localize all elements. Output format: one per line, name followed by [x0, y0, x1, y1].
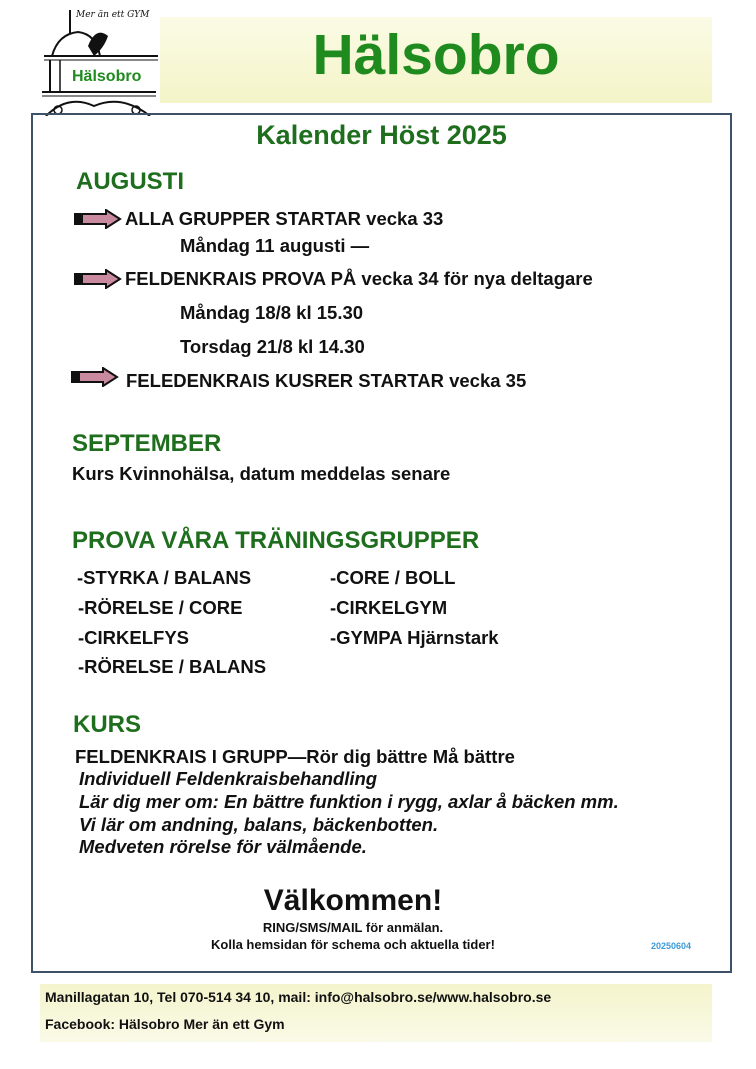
augusti-item-1: ALLA GRUPPER STARTAR vecka 33 [125, 208, 444, 229]
kurs-line-3: Lär dig mer om: En bättre funktion i rygg, axlar å bäcken mm. [79, 791, 619, 812]
group-item: -STYRKA / BALANS [77, 567, 252, 588]
kurs-line-2: Individuell Feldenkraisbehandling [79, 768, 378, 789]
group-item: -RÖRELSE / BALANS [78, 656, 267, 677]
augusti-item-1-date: Måndag 11 augusti — [180, 235, 370, 256]
logo-name: Hälsobro [72, 68, 142, 85]
kurs-line-1: FELDENKRAIS I GRUPP—Rör dig bättre Må bättre [75, 746, 515, 767]
augusti-heading: AUGUSTI [76, 168, 184, 195]
calendar-title: Kalender Höst 2025 [256, 120, 507, 150]
welcome-title: Välkommen! [263, 884, 443, 917]
augusti-item-2-date-2: Torsdag 21/8 kl 14.30 [180, 336, 365, 357]
welcome-line-1: RING/SMS/MAIL för anmälan. [262, 920, 444, 935]
kurs-line-4: Vi lär om andning, balans, bäckenbotten. [79, 814, 439, 835]
group-item: -CIRKELGYM [330, 597, 448, 618]
september-heading: SEPTEMBER [72, 430, 222, 457]
group-item: -CIRKELFYS [78, 627, 189, 648]
halsobro-logo [38, 6, 160, 116]
groups-heading: PROVA VÅRA TRÄNINGSGRUPPER [72, 527, 480, 554]
augusti-item-2: FELDENKRAIS PROVA PÅ vecka 34 för nya deltagare [125, 268, 593, 289]
document-code: 20250604 [651, 941, 692, 951]
kurs-heading: KURS [73, 711, 142, 738]
arrow-right-icon [74, 209, 122, 229]
footer-facebook: Facebook: Hälsobro Mer än ett Gym [45, 1016, 285, 1032]
footer-address: Manillagatan 10, Tel 070-514 34 10, mail: info@halsobro.se/www.halsobro.se [45, 989, 552, 1005]
page-title: Hälsobro [312, 23, 560, 87]
augusti-item-3: FELEDENKRAIS KUSRER STARTAR vecka 35 [126, 370, 527, 391]
dome-building-icon [38, 6, 160, 116]
arrow-right-icon [74, 269, 122, 289]
welcome-line-2: Kolla hemsidan för schema och aktuella tider! [211, 937, 495, 952]
logo-tagline: Mer än ett GYM [76, 10, 150, 20]
group-item: -CORE / BOLL [330, 567, 456, 588]
augusti-item-2-date-1: Måndag 18/8 kl 15.30 [180, 302, 364, 323]
group-item: -GYMPA Hjärnstark [330, 627, 499, 648]
arrow-right-icon [71, 367, 119, 387]
kurs-line-5: Medveten rörelse för välmående. [79, 836, 367, 857]
september-text: Kurs Kvinnohälsa, datum meddelas senare [72, 463, 451, 484]
group-item: -RÖRELSE / CORE [78, 597, 243, 618]
